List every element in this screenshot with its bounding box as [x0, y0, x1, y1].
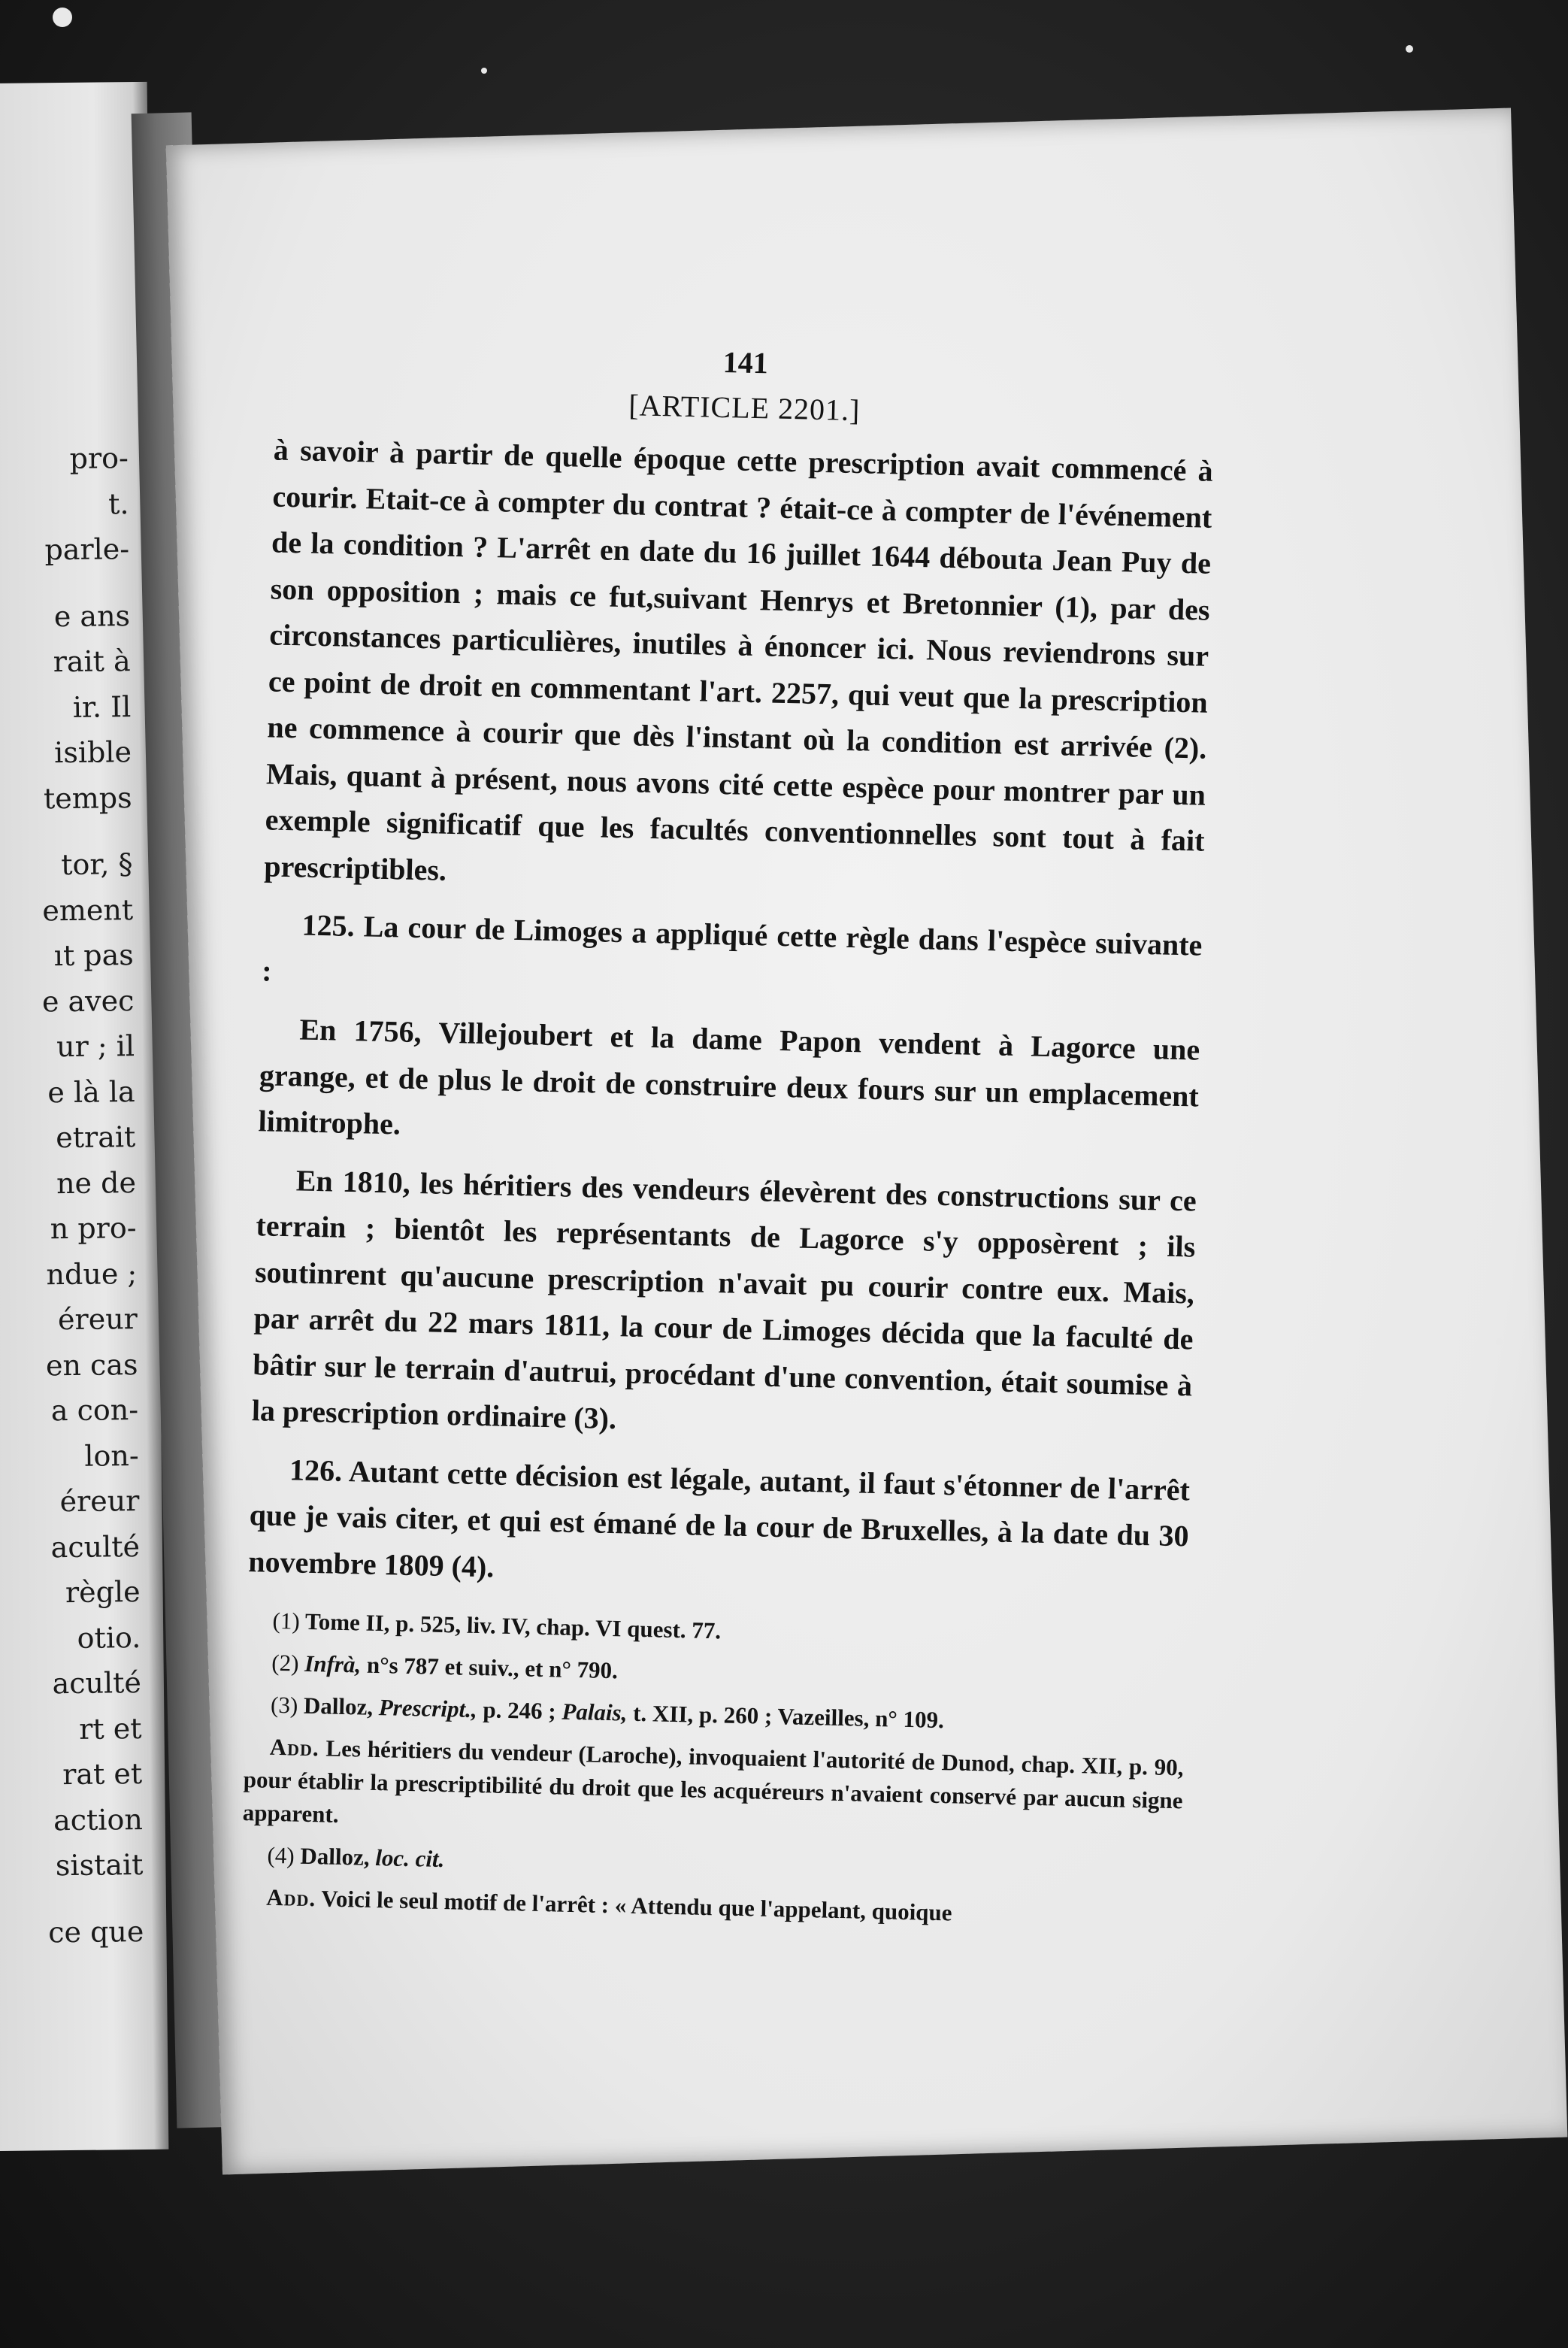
footnote-add-1-text: Les héritiers du vendeur (Laroche), invoquaient l'autorité de Dunod, chap. XII, p. 90, pour établir la prescriptibilité du droit que les acquéreurs n'avaient conservé par aucun signe apparent. — [242, 1734, 1184, 1828]
left-page-line: e avec — [41, 983, 135, 1018]
left-page-line: éreur — [59, 1484, 140, 1519]
page-text-block — [241, 331, 1216, 1944]
footnote-4-number: (4) — [267, 1841, 295, 1869]
footnote-4-loc-cit: loc. cit. — [374, 1844, 445, 1873]
left-page-line: otio. — [77, 1620, 141, 1655]
footnote-3-rest: t. XII, p. 260 ; Vazeilles, n° 109. — [632, 1699, 945, 1734]
running-head: [ARTICLE 2201.] — [628, 388, 861, 428]
footnote-add-1 — [242, 1730, 1184, 1850]
scan-speck — [1406, 45, 1413, 53]
footnote-2-text: n°s 787 et suiv., et n° 790. — [366, 1651, 619, 1684]
footnote-1-text: Tome II, p. 525, liv. IV, chap. VI quest. 77. — [304, 1607, 722, 1644]
left-page-line: ıt pas — [53, 938, 134, 973]
page-number: 141 — [722, 345, 769, 380]
left-page-line: éreur — [57, 1302, 138, 1337]
left-page-line: isible — [53, 735, 132, 770]
left-page-line: temps — [43, 780, 132, 815]
footnote-2-infra: Infrà, — [304, 1650, 362, 1678]
left-page-line: a con- — [50, 1393, 139, 1428]
paragraph-continuation: à savoir à partir de quelle époque cette prescription avait commencé à courir. Etait-ce à compter du contrat ? était-ce à compter de l'événement de la condition ? L'arrêt en date du 16 juillet 1644 débouta Jean Puy de son opposition ; mais ce fut,suivant Henrys et Bretonnier (1), par des circonstances particulières, inutiles à énoncer ici. Nous reviendrons sur ce point de droit en commentant l'art. 2257, qui veut que la prescription ne commence à courir que dès l'instant où la condition est arrivée (2). Mais, quant à présent, nous avons cité cette espèce pour montrer par un exemple significatif que les facultés conventionnelles sont tout à fait prescriptibles. — [263, 432, 1214, 887]
footnote-1-number: (1) — [272, 1607, 301, 1635]
scan-speck — [481, 68, 487, 74]
footnotes — [241, 1604, 1187, 1934]
paragraph-126: 126. Autant cette décision est légale, autant, il faut s'étonner de l'arrêt que je vais citer, et qui est émané de la cour de Bruxelles, à la date du 30 novembre 1809 (4). — [247, 1452, 1191, 1584]
footnote-3-number: (3) — [270, 1691, 298, 1719]
paragraph-125: 125. La cour de Limoges a appliqué cette règle dans l'espèce suivante : — [261, 907, 1203, 988]
left-page-line: e ans — [53, 598, 131, 633]
left-page-line: rait à — [53, 644, 131, 679]
paragraph-1756-sale: En 1756, Villejoubert et la dame Papon vendent à Lagorce une grange, et de plus le droit de construire deux fours sur un emplacement limitrophe. — [258, 1012, 1200, 1141]
left-page-line: e là la — [47, 1074, 135, 1109]
left-page-line: rat et — [62, 1757, 143, 1792]
left-page-line: t. — [107, 486, 129, 520]
footnote-4-author: Dalloz, — [300, 1842, 370, 1871]
left-page-line: parle- — [44, 532, 130, 567]
left-page-line: en cas — [45, 1347, 138, 1382]
scan-speck — [53, 8, 72, 27]
left-page-line: ement — [42, 892, 134, 927]
left-page-cropped-text — [32, 435, 144, 1955]
left-page-line: tor, § — [60, 847, 133, 882]
footnote-2-number: (2) — [271, 1649, 299, 1677]
left-page-line — [37, 820, 132, 842]
left-page-line: aculté — [50, 1529, 141, 1564]
footnote-add-1-label: Add. — [269, 1733, 320, 1762]
left-page-line: n pro- — [50, 1211, 137, 1246]
left-page-line: lon- — [84, 1438, 139, 1473]
left-page-line: ce que — [47, 1914, 144, 1949]
left-page-line: rt et — [79, 1711, 142, 1746]
left-page-line: ur ; il — [56, 1029, 135, 1064]
footnote-add-2-text: Voici le seul motif de l'arrêt : « Attendu que l'appelant, quoique — [321, 1885, 952, 1926]
left-page-line — [34, 572, 129, 594]
footnote-3-prescript: Prescript., — [378, 1694, 478, 1723]
footnote-3-page: p. 246 ; — [483, 1696, 557, 1725]
paragraph-1810-heirs: En 1810, les héritiers des vendeurs élevèrent des constructions sur ce terrain ; bientôt les représentants de Lagorce s'y opposèrent ; ils soutinrent qu'aucune prescription n'avait pu courir contre eux. Mais, par arrêt du 22 mars 1811, la cour de Limoges décida que la faculté de bâtir sur le terrain d'autrui, procédant d'une convention, était soumise à la prescription ordinaire (3). — [251, 1162, 1197, 1436]
right-page — [166, 108, 1568, 2175]
left-page-line: pro- — [69, 441, 129, 475]
left-page-line: aculté — [52, 1666, 142, 1701]
left-page-line: ne de — [56, 1165, 137, 1200]
left-page-line: ir. Il — [72, 689, 132, 724]
footnote-3-author: Dalloz, — [303, 1692, 374, 1720]
left-page-line: règle — [65, 1575, 141, 1610]
left-page-line: sistait — [55, 1848, 144, 1883]
left-page-line: ndue ; — [46, 1256, 138, 1291]
left-page-line: etrait — [56, 1120, 136, 1155]
footnote-3-palais: Palais, — [562, 1698, 628, 1726]
scan-speck — [1496, 1338, 1503, 1345]
footnote-add-2-label: Add. — [265, 1883, 316, 1912]
left-page-line: action — [53, 1802, 144, 1837]
left-page-line — [48, 1888, 144, 1910]
